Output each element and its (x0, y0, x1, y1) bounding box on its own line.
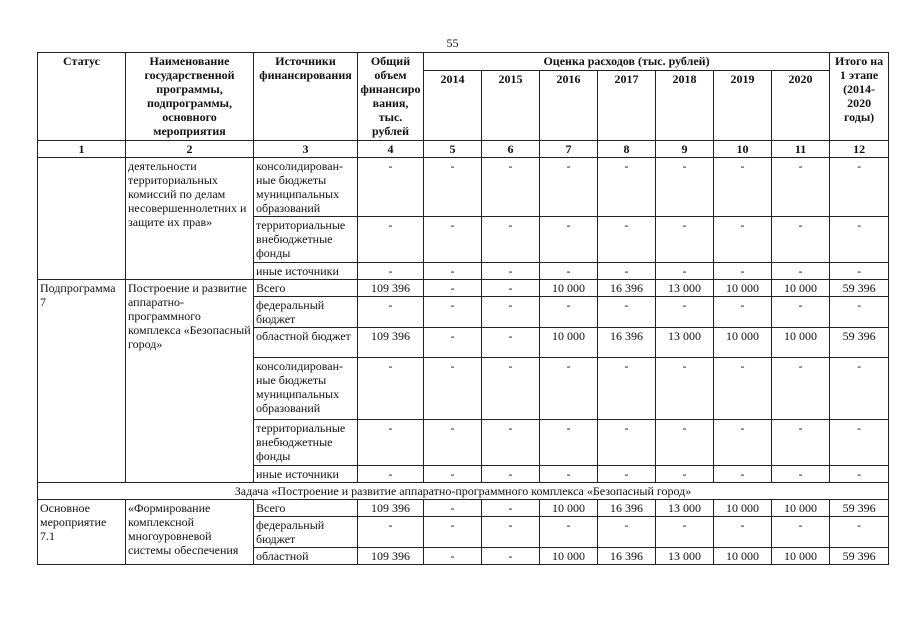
funding-source: федеральный бюджет (254, 517, 358, 548)
value-cell: 10 000 (540, 548, 598, 565)
header-year: 2018 (656, 71, 714, 141)
value-cell: - (714, 217, 772, 263)
value-cell: - (424, 263, 482, 280)
column-index: 9 (656, 141, 714, 158)
header-estimate: Оценка расходов (тыс. рублей) (424, 53, 830, 71)
value-cell: - (772, 517, 830, 548)
value-cell: - (598, 217, 656, 263)
value-cell: - (772, 297, 830, 328)
value-cell: - (482, 358, 540, 420)
value-cell: - (714, 466, 772, 483)
value-cell: 16 396 (598, 328, 656, 358)
value-cell: - (482, 466, 540, 483)
column-index: 11 (772, 141, 830, 158)
value-cell: - (358, 217, 424, 263)
value-cell: 10 000 (540, 280, 598, 297)
value-cell: - (482, 263, 540, 280)
value-cell: - (772, 466, 830, 483)
funding-source: федеральный бюджет (254, 297, 358, 328)
value-cell: - (656, 517, 714, 548)
row-name: «Формирование комплексной многоуровневой системы обеспечения (126, 500, 254, 565)
column-index: 2 (126, 141, 254, 158)
value-cell: - (714, 517, 772, 548)
column-index: 8 (598, 141, 656, 158)
value-cell: - (358, 517, 424, 548)
value-cell: - (656, 358, 714, 420)
value-cell: 13 000 (656, 500, 714, 517)
value-cell: 10 000 (714, 500, 772, 517)
value-cell: 109 396 (358, 328, 424, 358)
value-cell: - (424, 297, 482, 328)
column-index: 7 (540, 141, 598, 158)
header-name: Наименование государственной программы, подпрограммы, основного мероприятия (126, 53, 254, 141)
value-cell: 10 000 (772, 328, 830, 358)
value-cell: - (714, 158, 772, 217)
value-cell: 59 396 (830, 280, 889, 297)
value-cell: - (540, 263, 598, 280)
funding-source: консолидирован-ные бюджеты муниципальных образований (254, 358, 358, 420)
value-cell: - (540, 517, 598, 548)
value-cell: 10 000 (772, 280, 830, 297)
value-cell: - (656, 158, 714, 217)
value-cell: 59 396 (830, 328, 889, 358)
value-cell: - (656, 466, 714, 483)
value-cell: 16 396 (598, 548, 656, 565)
value-cell: - (358, 158, 424, 217)
funding-source: территориальные внебюджетные фонды (254, 217, 358, 263)
value-cell: - (830, 517, 889, 548)
value-cell: 59 396 (830, 548, 889, 565)
funding-source: иные источники (254, 263, 358, 280)
value-cell: - (830, 217, 889, 263)
value-cell: - (482, 158, 540, 217)
header-status: Статус (38, 53, 126, 141)
value-cell: - (540, 297, 598, 328)
value-cell: 16 396 (598, 500, 656, 517)
value-cell: - (358, 263, 424, 280)
value-cell: - (714, 297, 772, 328)
header-year: 2014 (424, 71, 482, 141)
column-index: 1 (38, 141, 126, 158)
header-stage-total: Итого на 1 этапе (2014-2020 годы) (830, 53, 889, 141)
value-cell: - (424, 466, 482, 483)
header-year: 2017 (598, 71, 656, 141)
column-index: 6 (482, 141, 540, 158)
value-cell: - (598, 158, 656, 217)
value-cell: - (598, 517, 656, 548)
value-cell: - (772, 358, 830, 420)
row-name: Построение и развитие аппаратно-программного комплекса «Безопасный город» (126, 280, 254, 483)
value-cell: 13 000 (656, 280, 714, 297)
value-cell: - (482, 548, 540, 565)
value-cell: - (540, 420, 598, 466)
value-cell: - (482, 420, 540, 466)
value-cell: - (830, 420, 889, 466)
value-cell: - (772, 420, 830, 466)
value-cell: 10 000 (772, 500, 830, 517)
value-cell: 10 000 (772, 548, 830, 565)
value-cell: - (424, 158, 482, 217)
value-cell: - (714, 358, 772, 420)
value-cell: - (772, 158, 830, 217)
value-cell: - (424, 358, 482, 420)
value-cell: - (424, 500, 482, 517)
value-cell: - (540, 158, 598, 217)
row-name: деятельности территориальных комиссий по делам несовершеннолетних и защите их прав» (126, 158, 254, 280)
value-cell: - (598, 466, 656, 483)
header-year: 2020 (772, 71, 830, 141)
value-cell: - (830, 466, 889, 483)
value-cell: - (358, 466, 424, 483)
value-cell: - (424, 420, 482, 466)
value-cell: - (714, 263, 772, 280)
value-cell: - (358, 420, 424, 466)
value-cell: - (358, 297, 424, 328)
budget-table (37, 52, 889, 565)
value-cell: - (656, 263, 714, 280)
column-index: 4 (358, 141, 424, 158)
funding-source: консолидирован-ные бюджеты муниципальных образований (254, 158, 358, 217)
value-cell: - (482, 517, 540, 548)
value-cell: 109 396 (358, 280, 424, 297)
table-row (38, 500, 889, 517)
value-cell: - (540, 466, 598, 483)
value-cell: 10 000 (540, 500, 598, 517)
value-cell: - (424, 280, 482, 297)
value-cell: 10 000 (714, 328, 772, 358)
value-cell: 109 396 (358, 500, 424, 517)
value-cell: - (482, 500, 540, 517)
value-cell: - (598, 297, 656, 328)
value-cell: - (540, 217, 598, 263)
column-index: 3 (254, 141, 358, 158)
task-row (38, 483, 889, 500)
task-title: Задача «Построение и развитие аппаратно-программного комплекса «Безопасный город» (38, 483, 889, 500)
table-row (38, 158, 889, 217)
value-cell: 109 396 (358, 548, 424, 565)
value-cell: - (482, 297, 540, 328)
value-cell: - (830, 297, 889, 328)
funding-source: областной бюджет (254, 328, 358, 358)
column-index: 5 (424, 141, 482, 158)
column-index: 12 (830, 141, 889, 158)
value-cell: 10 000 (714, 280, 772, 297)
value-cell: - (482, 328, 540, 358)
value-cell: 10 000 (714, 548, 772, 565)
funding-source: территориальные внебюджетные фонды (254, 420, 358, 466)
value-cell: - (830, 358, 889, 420)
value-cell: - (540, 358, 598, 420)
value-cell: - (424, 548, 482, 565)
value-cell: 10 000 (540, 328, 598, 358)
page-number: 55 (446, 36, 459, 50)
funding-source: областной (254, 548, 358, 565)
value-cell: - (714, 420, 772, 466)
value-cell: 16 396 (598, 280, 656, 297)
value-cell: - (598, 263, 656, 280)
column-index: 10 (714, 141, 772, 158)
subprogram-block (38, 280, 889, 483)
column-index-row (38, 141, 889, 158)
funding-source: Всего (254, 500, 358, 517)
value-cell: 13 000 (656, 328, 714, 358)
main-activity-block (38, 500, 889, 565)
value-cell: - (830, 263, 889, 280)
row-status: Подпрограмма 7 (38, 280, 126, 483)
value-cell: - (424, 328, 482, 358)
value-cell: - (424, 517, 482, 548)
header-year: 2015 (482, 71, 540, 141)
value-cell: - (830, 158, 889, 217)
value-cell: 59 396 (830, 500, 889, 517)
row-status (38, 158, 126, 280)
value-cell: 13 000 (656, 548, 714, 565)
funding-source: иные источники (254, 466, 358, 483)
value-cell: - (482, 280, 540, 297)
table-row (38, 280, 889, 297)
value-cell: - (656, 420, 714, 466)
value-cell: - (772, 217, 830, 263)
value-cell: - (482, 217, 540, 263)
header-sources: Источники финансирования (254, 53, 358, 141)
funding-source: Всего (254, 280, 358, 297)
value-cell: - (598, 358, 656, 420)
value-cell: - (598, 420, 656, 466)
value-cell: - (772, 263, 830, 280)
header-year: 2016 (540, 71, 598, 141)
value-cell: - (656, 217, 714, 263)
header-total: Общий объем финансиро вания, тыс. рублей (358, 53, 424, 141)
value-cell: - (656, 297, 714, 328)
continued-block (38, 158, 889, 280)
value-cell: - (424, 217, 482, 263)
row-status: Основное мероприятие 7.1 (38, 500, 126, 565)
value-cell: - (358, 358, 424, 420)
header-year: 2019 (714, 71, 772, 141)
